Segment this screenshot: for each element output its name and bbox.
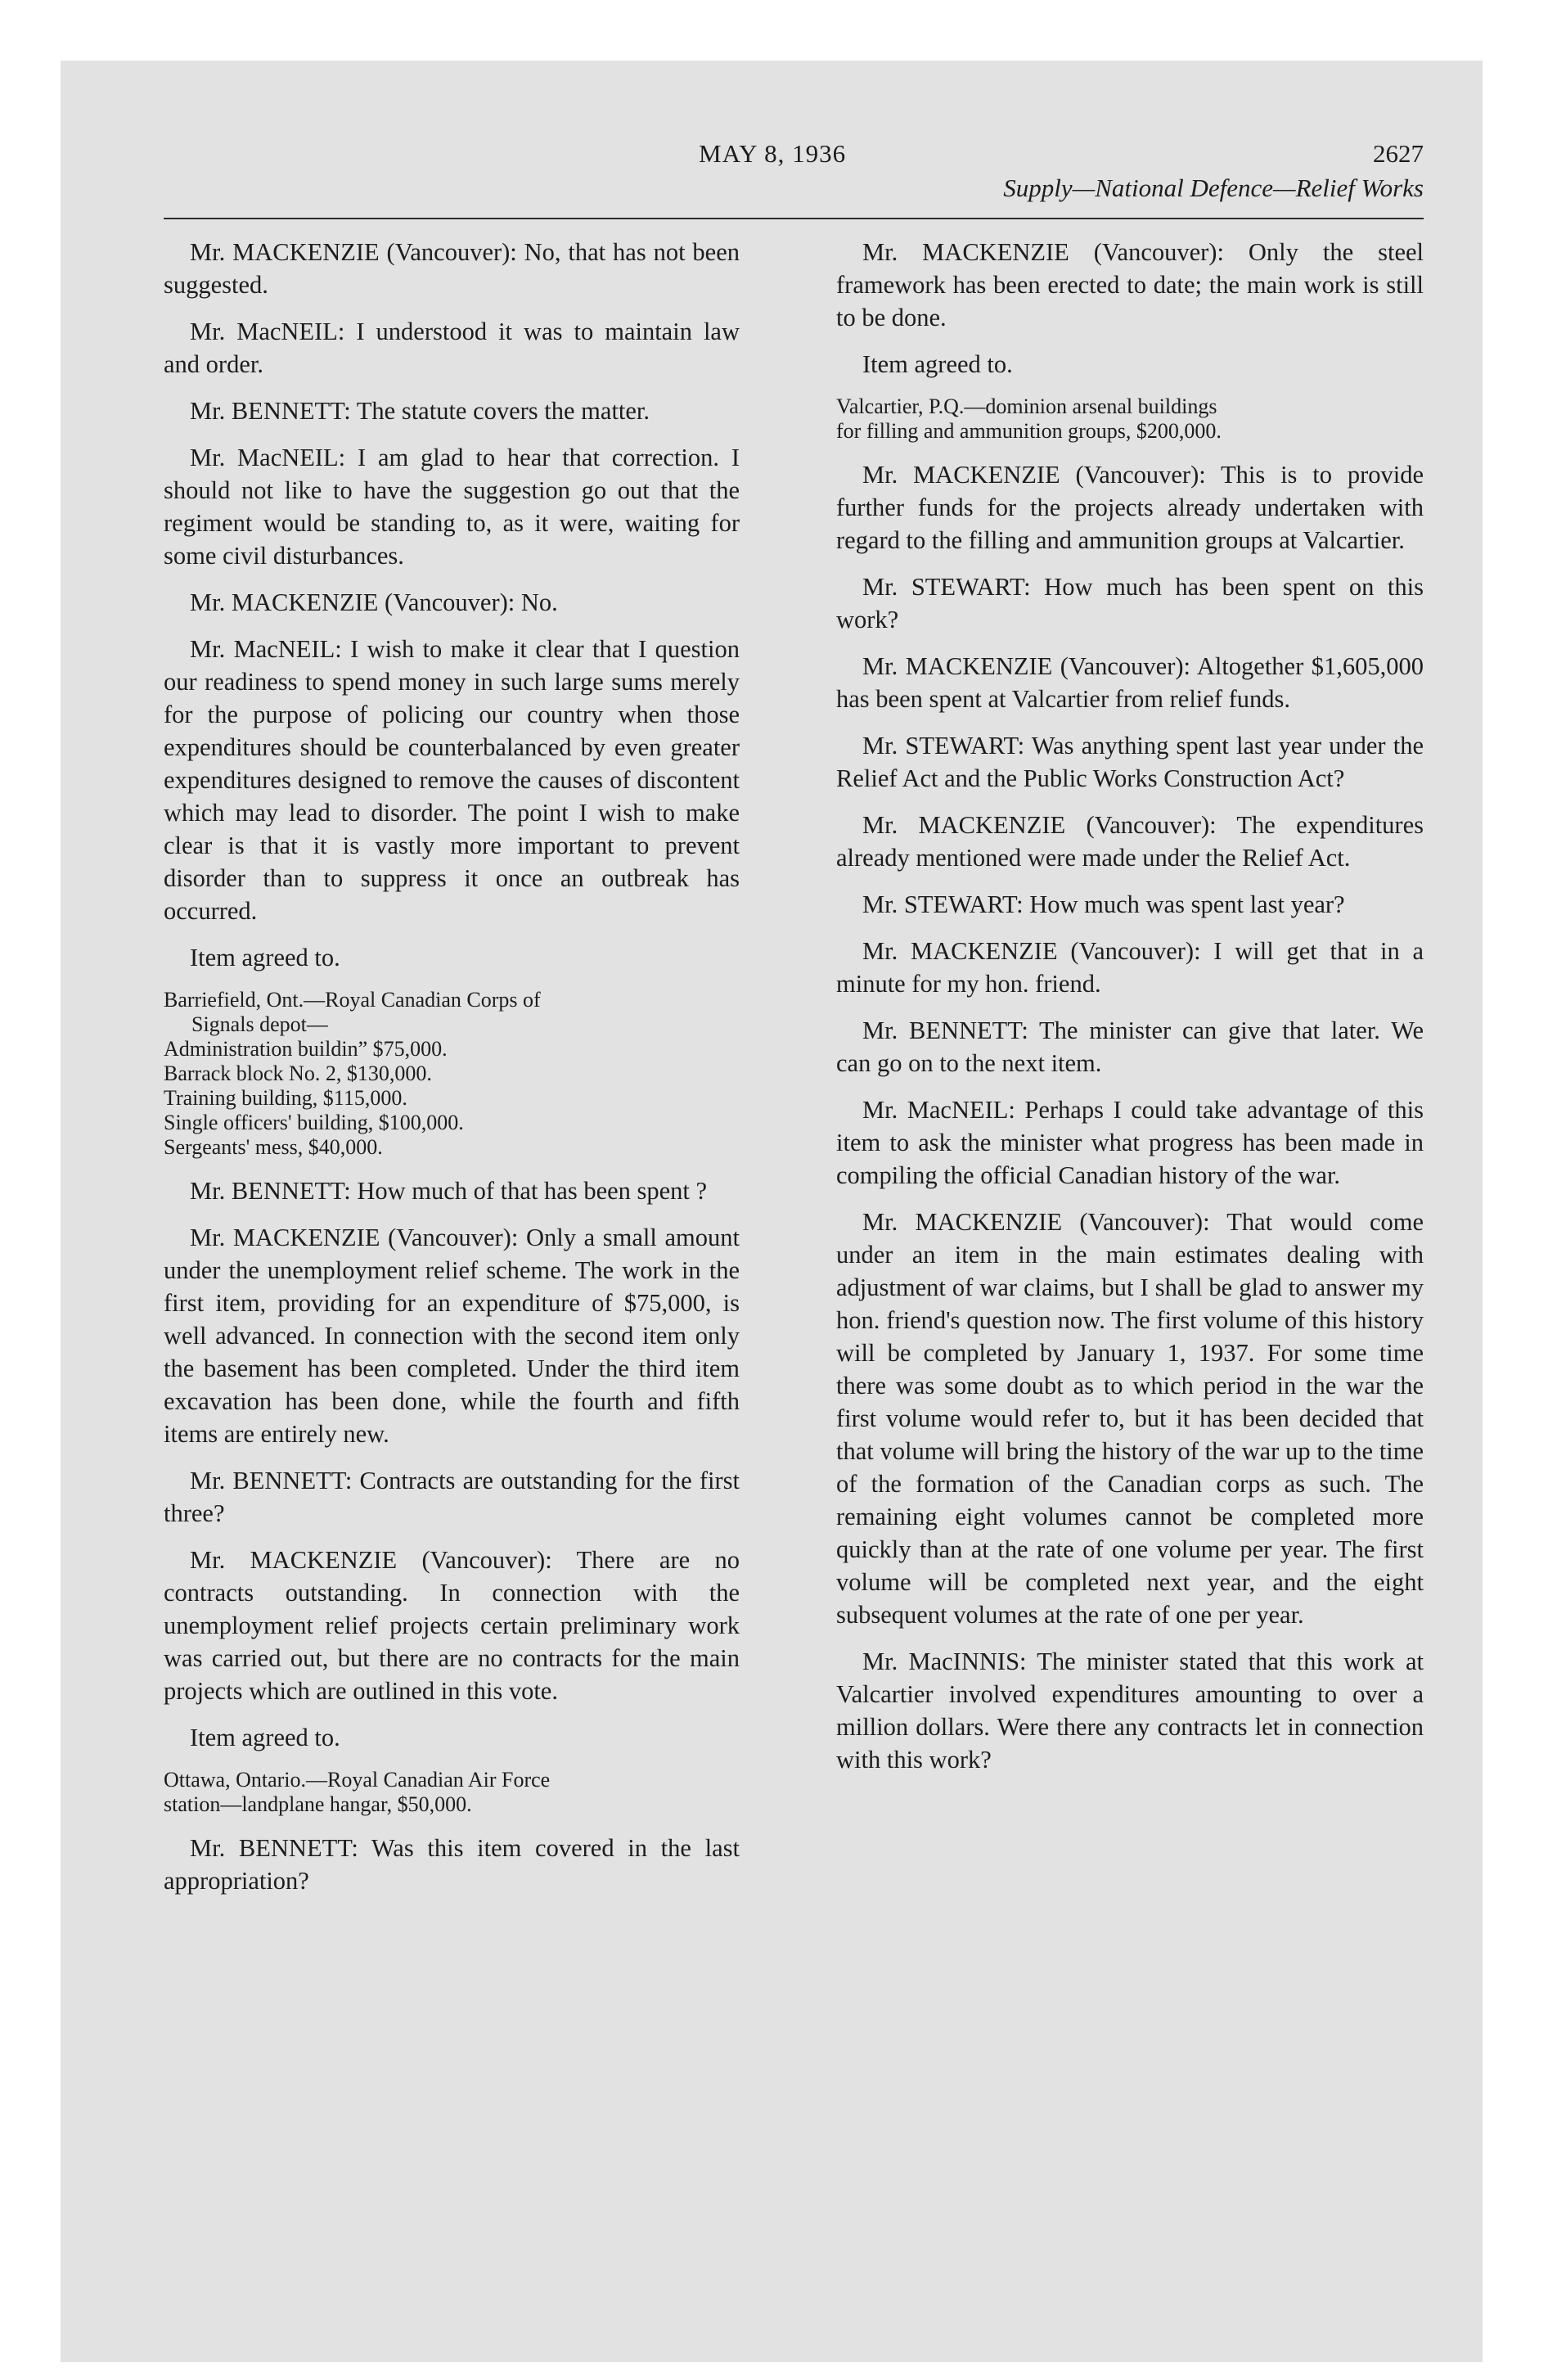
- vote-line: station—landplane hangar, $50,000.: [164, 1792, 472, 1816]
- vote-line: Sergeants' mess, $40,000.: [164, 1135, 383, 1159]
- paragraph: Mr. MACKENZIE (Vancouver): Only the steel framework has been erected to date; the main work is still to be done.: [836, 238, 1424, 331]
- paragraph: Mr. STEWART: How much has been spent on this work?: [836, 573, 1424, 633]
- vote-line: Training building, $115,000.: [164, 1086, 407, 1110]
- header-date: MAY 8, 1936: [699, 139, 847, 168]
- item-agreed-note: Item agreed to.: [190, 944, 340, 971]
- item-agreed-note: Item agreed to.: [862, 350, 1013, 378]
- header-rule: [164, 218, 1424, 219]
- paragraph: Mr. BENNETT: The minister can give that later. We can go on to the next item.: [836, 1016, 1424, 1077]
- vote-line: for filling and ammunition groups, $200,000.: [836, 419, 1222, 443]
- vote-line: Single officers' building, $100,000.: [164, 1111, 464, 1134]
- paragraph: Mr. MACKENZIE (Vancouver): That would come under an item in the main estimates dealing with adjustment of war claims, but I shall be glad to answer my hon. friend's question now. The first volume of this history will be completed by January 1, 1937. For some time there was some doubt as to which period in the war the first volume would refer to, but it has been decided that that volume will bring the history of the war up to the time of the formation of the Canadian corps as such. The remaining eight volumes cannot be completed more quickly than at the rate of one volume per year. The first volume will be completed next year, and the eight subsequent volumes at the rate of one per year.: [836, 1208, 1424, 1629]
- paragraph: Mr. BENNETT: The statute covers the matter.: [190, 397, 650, 425]
- vote-line: Valcartier, P.Q.—dominion arsenal buildings: [836, 394, 1217, 418]
- paragraph: Mr. STEWART: How much was spent last year?: [862, 890, 1345, 918]
- left-column: [164, 236, 740, 1911]
- paragraph: Mr. MACKENZIE (Vancouver): No, that has not been suggested.: [164, 238, 740, 299]
- page-number: 2627: [1373, 139, 1424, 168]
- paragraph: Mr. MACKENZIE (Vancouver): I will get that in a minute for my hon. friend.: [836, 937, 1424, 998]
- vote-item-ottawa: [164, 1768, 740, 1817]
- vote-item-valcartier: [836, 394, 1424, 444]
- vote-line: Barrack block No. 2, $130,000.: [164, 1062, 432, 1085]
- page-header: [164, 139, 1424, 229]
- item-agreed-note: Item agreed to.: [190, 1724, 340, 1751]
- header-subtitle: Supply—National Defence—Relief Works: [1003, 174, 1424, 202]
- vote-line: Signals depot—: [191, 1012, 328, 1036]
- paragraph: Mr. MacNEIL: I understood it was to maintain law and order.: [164, 318, 740, 378]
- paragraph: Mr. STEWART: Was anything spent last year under the Relief Act and the Public Works Construction Act?: [836, 732, 1424, 792]
- paragraph: Mr. MACKENZIE (Vancouver): There are no contracts outstanding. In connection with the unemployment relief projects certain preliminary work was carried out, but there are no contracts for the main projects which are outlined in this vote.: [164, 1546, 740, 1705]
- paragraph: Mr. MACKENZIE (Vancouver): Altogether $1,605,000 has been spent at Valcartier from relief funds.: [836, 652, 1424, 713]
- vote-line: Barriefield, Ont.—Royal Canadian Corps of: [164, 988, 541, 1012]
- paragraph: Mr. MacNEIL: I wish to make it clear that I question our readiness to spend money in such large sums merely for the purpose of policing our country when those expenditures should be counterbalanced by even greater expenditures designed to remove the causes of discontent which may lead to disorder. The point I wish to make clear is that it is vastly more important to prevent disorder than to suppress it once an outbreak has occurred.: [164, 635, 740, 925]
- vote-line: Ottawa, Ontario.—Royal Canadian Air Force: [164, 1768, 551, 1792]
- paragraph: Mr. MACKENZIE (Vancouver): Only a small amount under the unemployment relief scheme. The work in the first item, providing for an expenditure of $75,000, is well advanced. In connection with the second item only the basement has been completed. Under the third item excavation has been done, while the fourth and fifth items are entirely new.: [164, 1224, 740, 1448]
- hansard-page: [164, 139, 1424, 2169]
- paragraph: Mr. MACKENZIE (Vancouver): No.: [190, 588, 558, 616]
- paragraph: Mr. MACKENZIE (Vancouver): This is to provide further funds for the projects already undertaken with regard to the filling and ammunition groups at Valcartier.: [836, 461, 1424, 554]
- paragraph: Mr. MacNEIL: Perhaps I could take advantage of this item to ask the minister what progress has been made in compiling the official Canadian history of the war.: [836, 1096, 1424, 1189]
- paragraph: Mr. MacNEIL: I am glad to hear that correction. I should not like to have the suggestion go out that the regiment would be standing to, as it were, waiting for some civil disturbances.: [164, 444, 740, 570]
- paragraph: Mr. BENNETT: How much of that has been spent ?: [190, 1177, 708, 1205]
- paragraph: Mr. BENNETT: Contracts are outstanding for the first three?: [164, 1467, 740, 1527]
- paragraph: Mr. MacINNIS: The minister stated that this work at Valcartier involved expenditures amounting to over a million dollars. Were there any contracts let in connection with this work?: [836, 1648, 1424, 1774]
- vote-item-barriefield: [164, 988, 740, 1160]
- right-column: [836, 236, 1424, 1790]
- vote-line: Administration buildin” $75,000.: [164, 1037, 448, 1061]
- paragraph: Mr. BENNETT: Was this item covered in the last appropriation?: [164, 1834, 740, 1895]
- paragraph: Mr. MACKENZIE (Vancouver): The expenditures already mentioned were made under the Relief Act.: [836, 811, 1424, 872]
